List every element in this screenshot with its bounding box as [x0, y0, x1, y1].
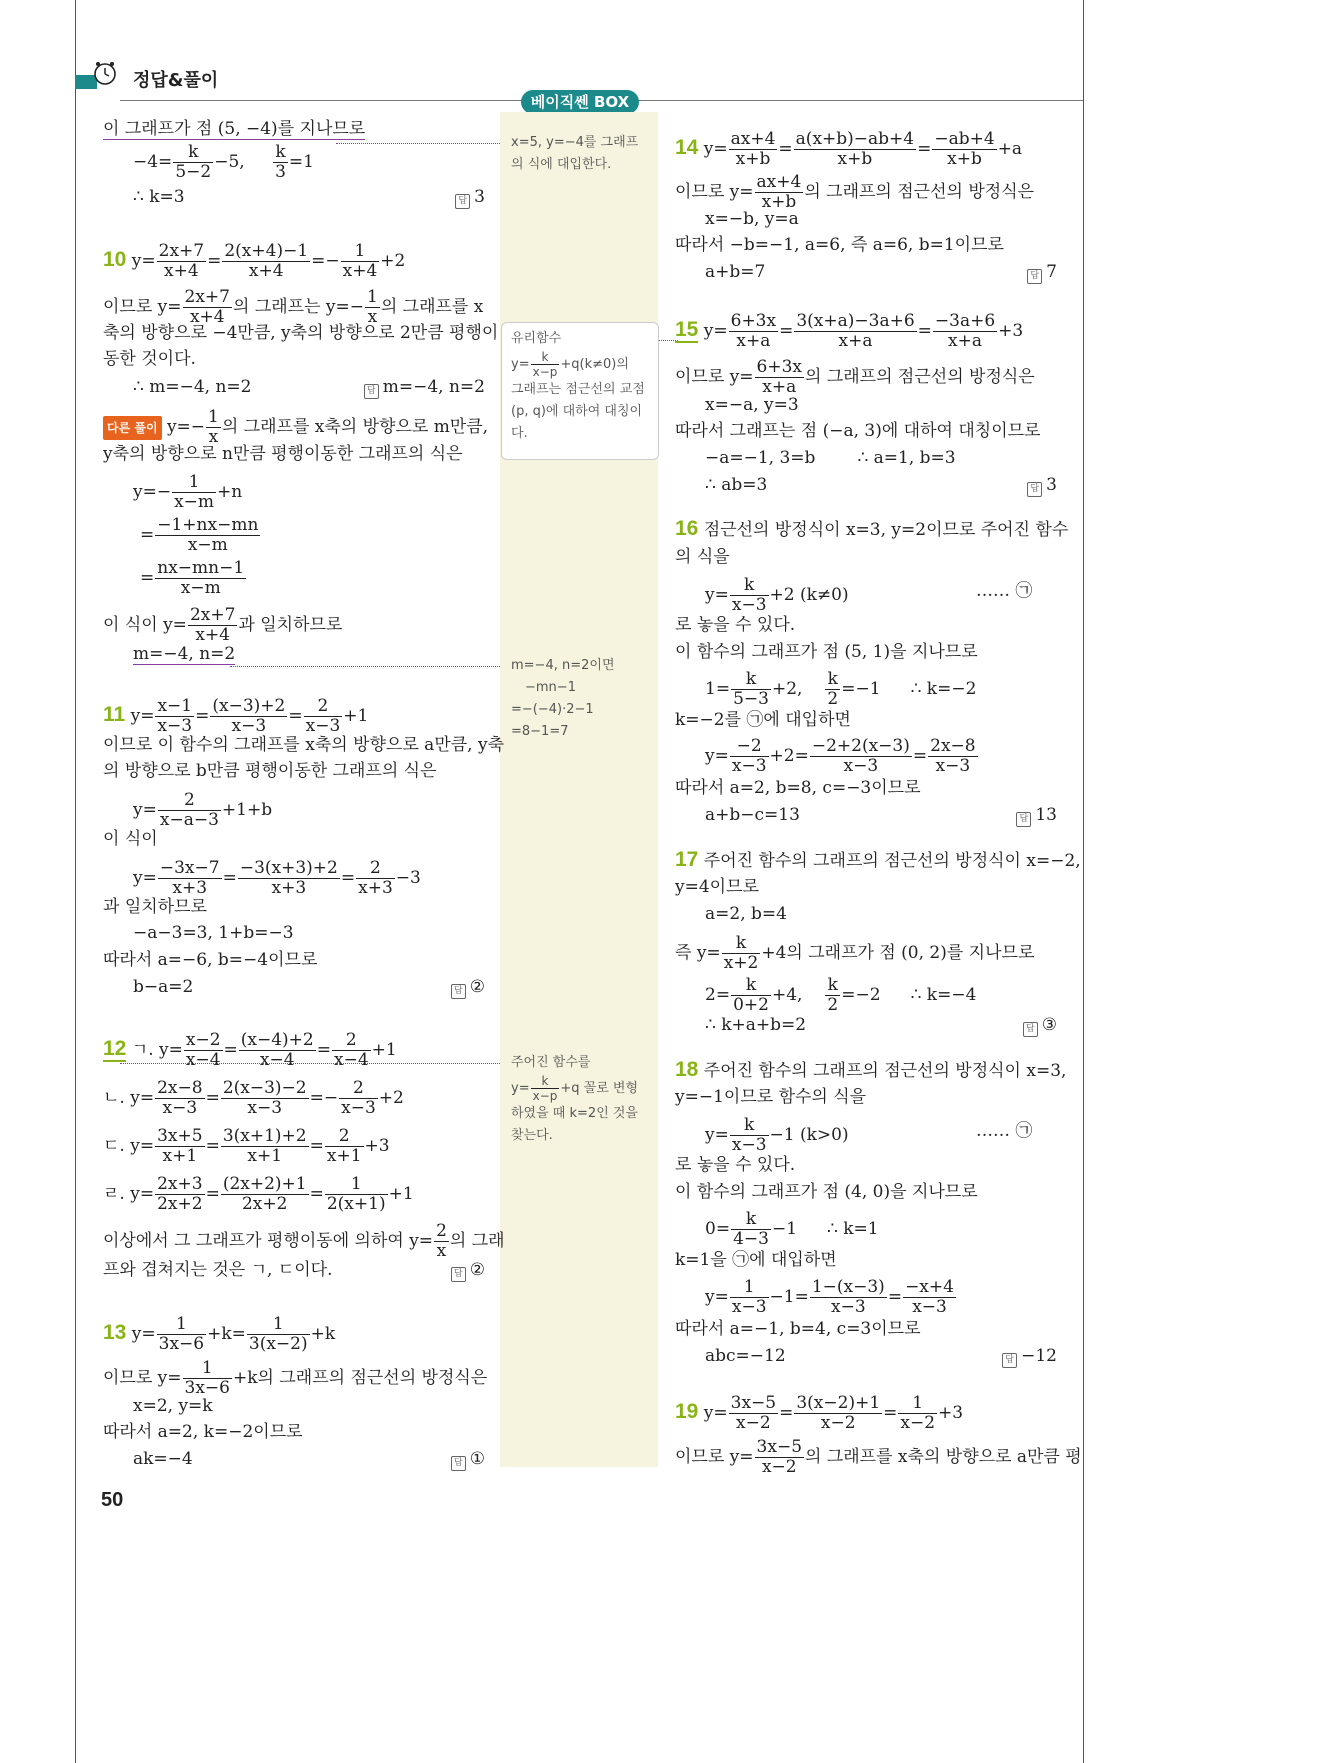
page-title: 정답&풀이 [133, 70, 219, 91]
answer-value: ① [469, 1449, 485, 1469]
problem-number: 17 [675, 848, 699, 871]
problem-13-line2: x=2, y=k [133, 1396, 213, 1416]
problem-14-equation: 14 y= $\frac{ax+4}{x+b}$ = $\frac{a(x+b)-ab+4}{x+b}$ = $\frac{-ab+4}{x+b}$ +a [675, 129, 1023, 169]
problem-11-line1: 이므로 이 함수의 그래프를 x축의 방향으로 a만큼, y축 [103, 735, 504, 755]
problem-11-eq2: y= $\frac{2}{x-a-3}$ +1+b [133, 790, 273, 830]
problem-19-equation: 19 y= $\frac{3x-5}{x-2}$ = $\frac{3(x-2)+1}{x-2}$ = $\frac{1}{x-2}$ +3 [675, 1393, 964, 1433]
answer-icon: 답 [1016, 812, 1031, 827]
answer-18 [970, 1345, 1057, 1368]
problem-18-line2: y=−1이므로 함수의 식을 [675, 1087, 867, 1107]
answer-value: ② [469, 1260, 485, 1280]
problem-13-line1: 이므로 y= $\frac{1}{3x-6}$ +k의 그래프의 점근선의 방정식은 [103, 1358, 488, 1398]
problem-14-result: a+b=7 [705, 262, 766, 282]
problem-18-line3: 로 놓을 수 있다. [675, 1155, 796, 1175]
problem-16-line3: 로 놓을 수 있다. [675, 615, 796, 635]
fraction [173, 143, 213, 182]
problem-18-eq3: y= $\frac{1}{x-3}$ −1= $\frac{1-(x-3)}{x-3}$ = $\frac{-x+4}{x-3}$ [705, 1277, 954, 1317]
problem-16-eq1: y= $\frac{k}{x-3}$ +2 (k≠0) [705, 575, 849, 615]
problem-10-eq2: y=− $\frac{1}{x-m}$ +n [133, 472, 243, 512]
problem-16-line5: k=−2를 ㉠에 대입하면 [675, 710, 851, 730]
problem-16-eq2: 1= $\frac{k}{5-3}$ +2, $\frac{k}{2}$ =−1 ∴ k=−2 [705, 669, 977, 709]
problem-16-eq3: y= $\frac{-2}{x-3}$ +2= $\frac{-2+2(x-3)}{x-3}$ = $\frac{2x-8}{x-3}$ [705, 736, 976, 776]
answer-value: m=−4, n=2 [382, 377, 485, 397]
problem-18-eq2: 0= $\frac{k}{4-3}$ −1 ∴ k=1 [705, 1209, 879, 1249]
equation-marker: …… ㉠ [976, 581, 1033, 601]
alt-solution-tag: 다른 풀이 [103, 416, 162, 440]
problem-12-line1: 이상에서 그 그래프가 평행이동에 의하여 y= $\frac{2}{x}$ 의 그래 [103, 1221, 505, 1261]
problem-17-eq: 2= $\frac{k}{0+2}$ +4, $\frac{k}{2}$ =−2 ∴ k=−4 [705, 975, 977, 1015]
problem-11-result: b−a=2 [133, 977, 194, 997]
intro-result: ∴ k=3 [133, 187, 185, 207]
answer-10 [330, 376, 485, 399]
fraction: $\frac{2(x+4)-1}{x+4}$ [224, 241, 309, 281]
problem-13-result: ak=−4 [133, 1449, 193, 1469]
problem-11-line5: −a−3=3, 1+b=−3 [133, 923, 294, 943]
problem-15-line3: 따라서 그래프는 점 (−a, 3)에 대하여 대칭이므로 [675, 421, 1041, 441]
problem-13-equation: 13 y= $\frac{1}{3x-6}$ +k= $\frac{1}{3(x-2)}$ +k [103, 1314, 336, 1354]
problem-18-line5: k=1을 ㉠에 대입하면 [675, 1250, 837, 1270]
problem-15-result: ∴ ab=3 [705, 475, 768, 495]
problem-15-line1: 이므로 y= $\frac{6+3x}{x+a}$ 의 그래프의 점근선의 방정식은 [675, 357, 1035, 397]
page-number: 50 [101, 1489, 124, 1511]
answer-13 [400, 1448, 485, 1471]
problem-10-line1: 이므로 y= $\frac{2x+7}{x+4}$ 의 그래프는 y=− $\frac{1}{x}$ 의 그래프를 x [103, 287, 484, 327]
answer-value: 13 [1035, 805, 1057, 825]
problem-18-line1: 18 주어진 함수의 그래프의 점근선의 방정식이 x=3, [675, 1058, 1067, 1081]
problem-number: 15 [675, 318, 699, 341]
answer-icon: 답 [455, 194, 470, 209]
answer-17 [970, 1014, 1057, 1037]
answer-value: 3 [1046, 475, 1057, 495]
answer-value: 3 [474, 187, 485, 207]
problem-18-line4: 이 함수의 그래프가 점 (4, 0)을 지나므로 [675, 1182, 978, 1202]
box-note-2: 유리함수 y= $\frac{k}{x-p}$ +q(k≠0)의 그래프는 점근선의 교점 (p, q)에 대하여 대칭이 다. [511, 331, 645, 441]
connector-line [120, 1063, 500, 1064]
problem-10-eq3: = $\frac{-1+nx-mn}{x-m}$ [140, 515, 259, 555]
problem-17-line4: 즉 y= $\frac{k}{x+2}$ +4의 그래프가 점 (0, 2)를 지나므로 [675, 933, 1035, 973]
answer-value: ③ [1041, 1015, 1057, 1035]
answer-icon: 답 [451, 1267, 466, 1282]
answer-icon: 답 [451, 984, 466, 999]
equation-marker: …… ㉠ [976, 1121, 1033, 1141]
problem-16-line1: 16 점근선의 방정식이 x=3, y=2이므로 주어진 함수 [675, 517, 1069, 540]
box-note-1: x=5, y=−4를 그래프 의 식에 대입한다. [511, 135, 639, 172]
intro-equation [133, 143, 314, 182]
problem-10-line3: 동한 것이다. [103, 349, 196, 369]
intro-line: 이 그래프가 점 (5, −4)를 지나므로 [103, 119, 366, 139]
page-right-border [1083, 0, 1084, 1763]
problem-10-alt: 다른 풀이 y=− $\frac{1}{x}$ 의 그래프를 x축의 방향으로 m만큼, [103, 408, 488, 447]
problem-16-line2: 의 식을 [675, 547, 730, 567]
eq-text: −4= [133, 152, 173, 172]
problem-18-line6: 따라서 a=−1, b=4, c=3이므로 [675, 1319, 921, 1339]
answer-15 [970, 474, 1057, 497]
fraction [273, 143, 288, 182]
answer-12 [400, 1259, 485, 1282]
problem-10-final: m=−4, n=2 [133, 644, 236, 664]
problem-12-a: 12 ㄱ. y= $\frac{x-2}{x-4}$ = $\frac{(x-4)+2}{x-4}$ = $\frac{2}{x-4}$ +1 [103, 1030, 397, 1070]
frac-num: k [173, 143, 213, 163]
problem-10-eq4: = $\frac{nx-mn-1}{x-m}$ [140, 558, 245, 598]
answer-value: 7 [1046, 262, 1057, 282]
problem-number: 19 [675, 1400, 699, 1423]
problem-number: 12 [103, 1037, 127, 1060]
problem-12-d: ㄹ. y= $\frac{2x+3}{2x+2}$ = $\frac{(2x+2)+1}{2x+2}$ = $\frac{1}{2(x+1)}$ +1 [103, 1174, 414, 1214]
problem-18-eq1: y= $\frac{k}{x-3}$ −1 (k>0) [705, 1115, 849, 1155]
problem-number: 18 [675, 1058, 699, 1081]
box-note-3: m=−4, n=2이면 −mn−1 =−(−4)·2−1 =8−1=7 [511, 658, 615, 739]
answer-11 [400, 976, 485, 999]
problem-11-eq3: y= $\frac{-3x-7}{x+3}$ = $\frac{-3(x+3)+2}{x+3}$ = $\frac{2}{x+3}$ −3 [133, 858, 421, 898]
answer-value: ② [469, 977, 485, 997]
problem-number: 11 [103, 703, 126, 726]
problem-10-equation: 10 y= $\frac{2x+7}{x+4}$ = $\frac{2(x+4)-1}{x+4}$ =− $\frac{1}{x+4}$ +2 [103, 241, 406, 281]
clock-icon [92, 60, 116, 84]
eq-text: −5, [214, 152, 245, 172]
problem-11-line4: 과 일치하므로 [103, 897, 207, 917]
problem-12-b: ㄴ. y= $\frac{2x-8}{x-3}$ = $\frac{2(x-3)-2}{x-3}$ =− $\frac{2}{x-3}$ +2 [103, 1078, 404, 1118]
answer-intro [400, 186, 485, 209]
connector-line [336, 143, 500, 144]
problem-15-line2: x=−a, y=3 [705, 395, 799, 415]
problem-17-line3: a=2, b=4 [705, 904, 787, 924]
problem-11-line6: 따라서 a=−6, b=−4이므로 [103, 950, 318, 970]
problem-11-equation: 11 y= $\frac{x-1}{x-3}$ = $\frac{(x-3)+2}{x-3}$ = $\frac{2}{x-3}$ +1 [103, 696, 369, 736]
problem-10-line5: 이 식이 y= $\frac{2x+7}{x+4}$ 과 일치하므로 [103, 605, 343, 645]
answer-16 [970, 804, 1057, 827]
answer-icon: 답 [1027, 482, 1042, 497]
answer-icon: 답 [364, 384, 379, 399]
problem-number: 16 [675, 517, 699, 540]
box-column [500, 112, 658, 1467]
eq-text: =1 [288, 152, 314, 172]
problem-12-line2: 프와 겹쳐지는 것은 ㄱ, ㄷ이다. [103, 1260, 333, 1280]
problem-14-line3: 따라서 −b=−1, a=6, 즉 a=6, b=1이므로 [675, 235, 1004, 255]
problem-14-line1: 이므로 y= $\frac{ax+4}{x+b}$ 의 그래프의 점근선의 방정식은 [675, 172, 1035, 212]
problem-number: 13 [103, 1321, 127, 1344]
problem-11-line3: 이 식이 [103, 829, 158, 849]
problem-number: 10 [103, 248, 127, 271]
box-note-4: 주어진 함수를 y= $\frac{k}{x-p}$ +q 꼴로 변형 하였을 때 k=2인 것을 찾는다. [511, 1055, 639, 1143]
problem-10-line4: y축의 방향으로 n만큼 평행이동한 그래프의 식은 [103, 444, 463, 464]
problem-11-line2: 의 방향으로 b만큼 평행이동한 그래프의 식은 [103, 761, 437, 781]
fraction: $\frac{1}{x+4}$ [342, 241, 378, 281]
frac-den: 3 [275, 162, 286, 182]
answer-icon: 답 [1027, 269, 1042, 284]
problem-19-line1: 이므로 y= $\frac{3x-5}{x-2}$ 의 그래프를 x축의 방향으로 a만큼 평 [675, 1437, 1082, 1477]
problem-number: 14 [675, 136, 699, 159]
box-badge: 베이직쎈 BOX [521, 90, 639, 114]
connector-line [230, 666, 500, 667]
problem-16-line6: 따라서 a=2, b=8, c=−3이므로 [675, 778, 921, 798]
answer-icon: 답 [1002, 1353, 1017, 1368]
problem-14-line2: x=−b, y=a [705, 209, 799, 229]
problem-17-line1: 17 주어진 함수의 그래프의 점근선의 방정식이 x=−2, [675, 848, 1081, 871]
problem-16-result: a+b−c=13 [705, 805, 800, 825]
problem-18-result: abc=−12 [705, 1346, 786, 1366]
problem-15-equation: 15 y= $\frac{6+3x}{x+a}$ = $\frac{3(x+a)-3a+6}{x+a}$ = $\frac{-3a+6}{x+a}$ +3 [675, 311, 1024, 351]
answer-icon: 답 [451, 1456, 466, 1471]
problem-12-c: ㄷ. y= $\frac{3x+5}{x+1}$ = $\frac{3(x+1)+2}{x+1}$ = $\frac{2}{x+1}$ +3 [103, 1126, 390, 1166]
frac-den: 5−2 [175, 162, 212, 182]
problem-10-line2: 축의 방향으로 −4만큼, y축의 방향으로 2만큼 평행이 [103, 323, 499, 343]
problem-17-result: ∴ k+a+b=2 [705, 1015, 807, 1035]
answer-icon: 답 [1023, 1022, 1038, 1037]
answer-14 [970, 261, 1057, 284]
problem-15-line4: −a=−1, 3=b ∴ a=1, b=3 [705, 448, 956, 468]
fraction: $\frac{2x+7}{x+4}$ [158, 241, 205, 281]
problem-13-line3: 따라서 a=2, k=−2이므로 [103, 1422, 303, 1442]
problem-16-line4: 이 함수의 그래프가 점 (5, 1)을 지나므로 [675, 642, 978, 662]
answer-value: −12 [1021, 1346, 1057, 1366]
page-left-border [75, 0, 76, 1763]
problem-17-line2: y=4이므로 [675, 877, 759, 897]
problem-10-result: ∴ m=−4, n=2 [133, 377, 252, 397]
frac-num: k [273, 143, 288, 163]
